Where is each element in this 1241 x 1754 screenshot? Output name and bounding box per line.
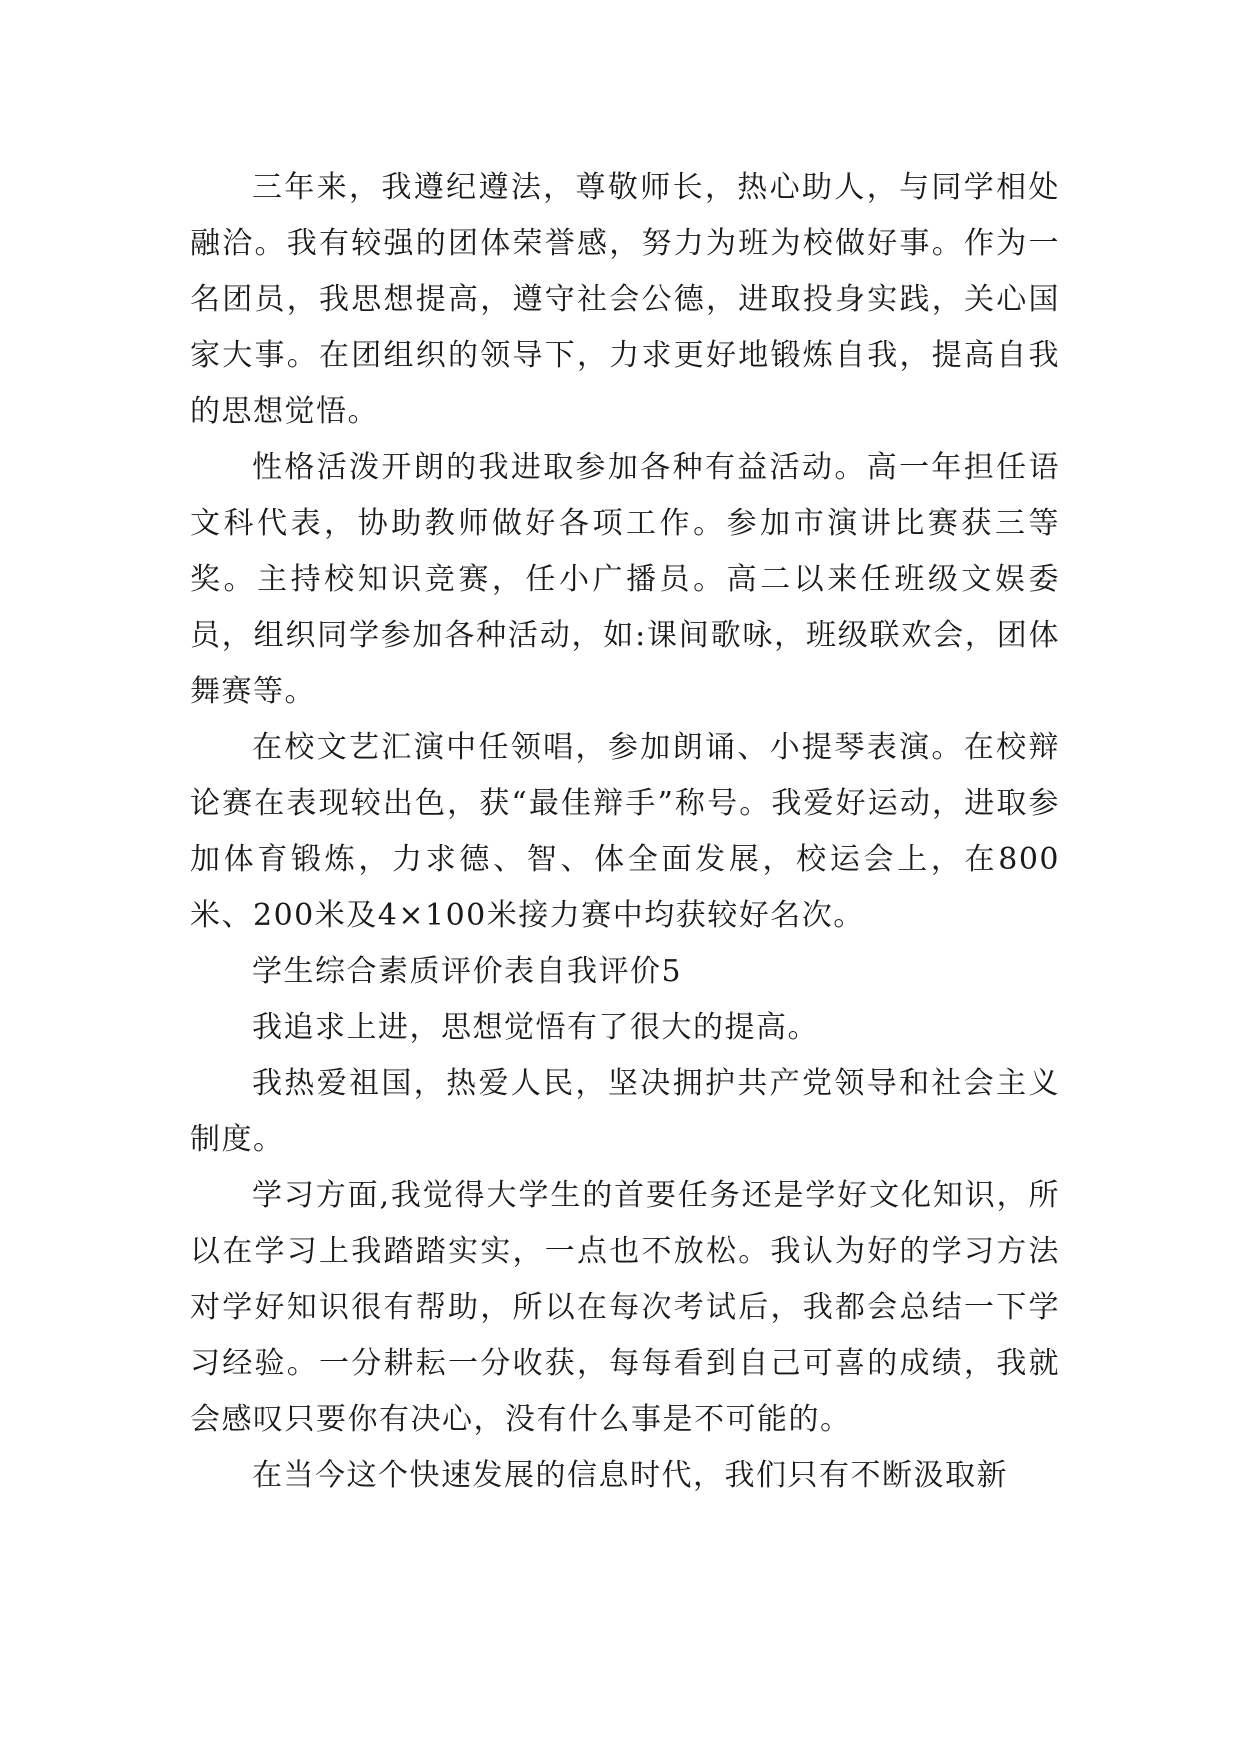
paragraph-progress: 我追求上进，思想觉悟有了很大的提高。 [252,1010,819,1045]
section-heading: 学生综合素质评价表自我评价5 [252,954,683,989]
paragraph-performances: 在校文艺汇演中任领唱，参加朗诵、小提琴表演。在校辩论赛在表现较出色，获“最佳辩手”称号。我爱好运动，进取参加体育锻炼，力求德、智、体全面发展，校运会上，在800米、200米及4×100米接力赛中均获较好名次。 [190,730,1060,933]
paragraph-study: 学习方面,我觉得大学生的首要任务还是学好文化知识，所以在学习上我踏踏实实，一点也不放松。我认为好的学习方法对学好知识很有帮助，所以在每次考试后，我都会总结一下学习经验。一分耕耘一分收获，每每看到自己可喜的成绩，我就会感叹只要你有决心，没有什么事是不可能的。 [190,1178,1060,1437]
paragraph-patriotism: 我热爱祖国，热爱人民，坚决拥护共产党领导和社会主义制度。 [190,1066,1060,1157]
paragraph-information-age: 在当今这个快速发展的信息时代，我们只有不断汲取新 [252,1458,1008,1493]
document-body [190,160,1060,1504]
paragraph-activities: 性格活泼开朗的我进取参加各种有益活动。高一年担任语文科代表，协助教师做好各项工作。参加市演讲比赛获三等奖。主持校知识竞赛，任小广播员。高二以来任班级文娱委员，组织同学参加各种活动，如:课间歌咏，班级联欢会，团体舞赛等。 [190,450,1060,709]
paragraph-conduct: 三年来，我遵纪遵法，尊敬师长，热心助人，与同学相处融洽。我有较强的团体荣誉感，努力为班为校做好事。作为一名团员，我思想提高，遵守社会公德，进取投身实践，关心国家大事。在团组织的领导下，力求更好地锻炼自我，提高自我的思想觉悟。 [190,170,1060,429]
